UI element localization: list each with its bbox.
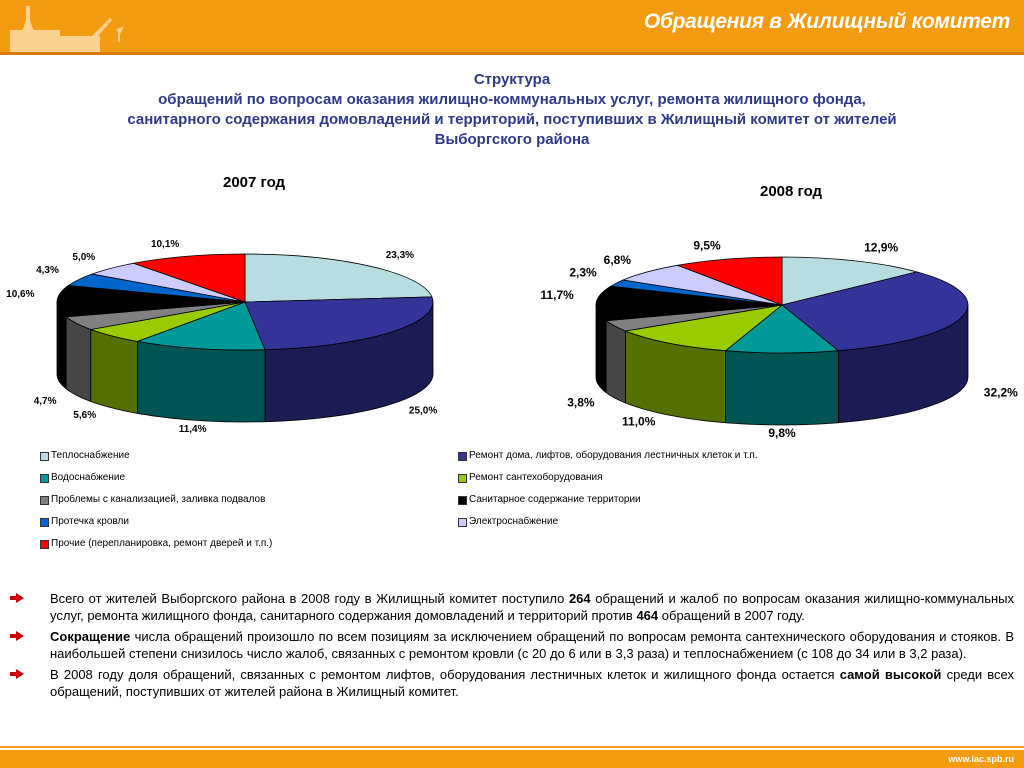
footer-divider bbox=[0, 746, 1024, 748]
pie-data-label: 11,7% bbox=[540, 288, 574, 303]
page-title-line: Выборгского района bbox=[434, 131, 590, 148]
pie-data-label: 11,0% bbox=[622, 414, 656, 429]
chart-2007-title: 2007 год bbox=[223, 174, 286, 191]
legend-swatch bbox=[458, 496, 467, 505]
pie-1 bbox=[540, 239, 1018, 440]
legend-swatch bbox=[458, 452, 467, 461]
legend-label: Протечка кровли bbox=[51, 516, 129, 527]
note-text: Всего от жителей Выборгского района в 2008 году в Жилищный комитет поступило bbox=[50, 591, 569, 606]
pie-data-label: 32,2% bbox=[983, 385, 1018, 400]
pie-data-label: 25,0% bbox=[408, 405, 438, 417]
note-item bbox=[10, 666, 1014, 700]
pie-data-label: 2,3% bbox=[569, 265, 597, 280]
legend-swatch bbox=[40, 452, 49, 461]
note-text: обращений в 2007 году. bbox=[658, 608, 805, 623]
arrow-bullet-icon bbox=[10, 631, 24, 641]
pie-data-label: 5,6% bbox=[73, 410, 97, 421]
pie-data-label: 3,8% bbox=[567, 395, 595, 410]
pie-data-label: 10,1% bbox=[150, 238, 180, 250]
legend-swatch bbox=[40, 496, 49, 505]
arrow-bullet-icon bbox=[10, 593, 24, 603]
note-number: 264 bbox=[568, 591, 591, 606]
legend-swatch bbox=[458, 474, 467, 483]
note-item bbox=[10, 590, 1014, 624]
legend-label: Теплоснабжение bbox=[51, 450, 130, 461]
note-emphasis: Сокращение bbox=[50, 629, 131, 644]
pie-data-label: 12,9% bbox=[864, 240, 899, 255]
chart-2008-title: 2008 год bbox=[760, 183, 823, 200]
note-emphasis: самой высокой bbox=[839, 667, 942, 682]
legend-label: Ремонт сантехоборудования bbox=[469, 472, 603, 483]
legend-swatch bbox=[40, 518, 49, 527]
pie-data-label: 4,3% bbox=[36, 264, 59, 276]
note-text: числа обращений произошло по всем позициям за исключением обращений по вопросам ремонта сантехнического оборудования и стояков. В наибольшей степени снизилось число жалоб, связанных с ремонтом кровли (с 20 до 6 или в 3,3 раза) и теплоснабжением (с 108 до 34 или в 3,2 раза). bbox=[50, 629, 1014, 661]
note-text: среди всех обращений, поступивших от жителей района в Жилищный комитет. bbox=[50, 667, 1015, 699]
note-number: 464 bbox=[636, 608, 659, 623]
pie-data-label: 9,5% bbox=[693, 238, 721, 253]
pie-data-label: 4,7% bbox=[33, 396, 57, 407]
pie-side-wall bbox=[137, 341, 265, 422]
pie-data-label: 5,0% bbox=[72, 252, 96, 264]
note-item bbox=[10, 628, 1014, 662]
legend-label: Прочие (перепланировка, ремонт дверей и т.п.) bbox=[51, 538, 273, 549]
page-title-line: обращений по вопросам оказания жилищно-коммунальных услуг, ремонта жилищного фонда, bbox=[158, 91, 866, 108]
notes-list bbox=[10, 590, 1014, 704]
pie-0 bbox=[6, 239, 437, 435]
pie-slice bbox=[245, 254, 432, 302]
pie-side-wall bbox=[91, 330, 138, 414]
footer-bar bbox=[0, 750, 1024, 768]
pie-data-label: 9,8% bbox=[768, 425, 796, 440]
pie-data-label: 10,6% bbox=[6, 289, 35, 300]
note-text: обращений и жалоб по вопросам оказания жилищно-коммунальных услуг, ремонта жилищного фонда, санитарного содержания домовладений и территорий против bbox=[50, 591, 1014, 623]
arrow-bullet-icon bbox=[10, 669, 24, 679]
legend-label: Ремонт дома, лифтов, оборудования лестничных клеток и т.п. bbox=[469, 450, 758, 461]
footer-url: www.iac.spb.ru bbox=[948, 754, 1014, 764]
page-title-line: Структура bbox=[473, 71, 551, 88]
legend-label: Водоснабжение bbox=[51, 472, 126, 483]
legend-swatch bbox=[40, 474, 49, 483]
legend-label: Электроснабжение bbox=[469, 516, 559, 527]
pie-data-label: 11,4% bbox=[178, 424, 207, 436]
pie-data-label: 23,3% bbox=[385, 250, 415, 261]
note-text: В 2008 году доля обращений, связанных с ремонтом лифтов, оборудования лестничных клеток и жилищного фонда остается bbox=[50, 667, 840, 682]
pie-side-wall bbox=[726, 351, 839, 425]
legend-label: Санитарное содержание территории bbox=[469, 494, 641, 505]
page-title-line: санитарного содержания домовладений и территорий, поступивших в Жилищный комитет от жителей bbox=[127, 111, 897, 128]
pie-side-wall bbox=[66, 317, 91, 402]
legend-label: Проблемы с канализацией, заливка подвалов bbox=[51, 494, 266, 505]
header-title: Обращения в Жилищный комитет bbox=[643, 10, 1010, 33]
legend-swatch bbox=[458, 518, 467, 527]
pie-side-wall bbox=[606, 321, 625, 403]
legend-swatch bbox=[40, 540, 49, 549]
pie-data-label: 6,8% bbox=[603, 253, 631, 267]
